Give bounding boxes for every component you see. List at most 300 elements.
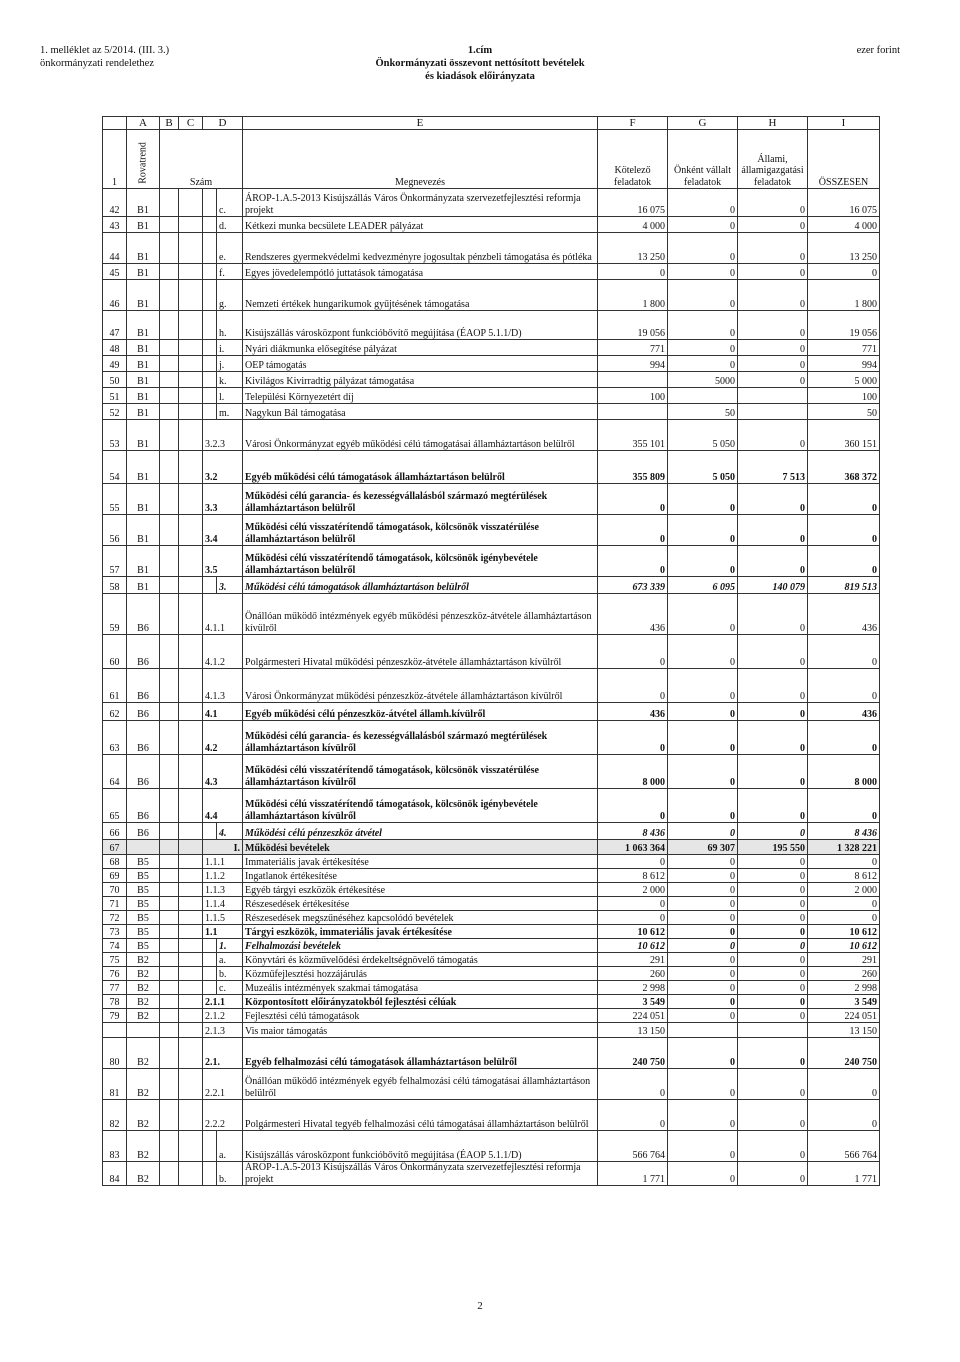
spacer-d1 [203,823,217,840]
onkent-value: 0 [668,939,738,953]
table-row [103,404,880,420]
spacer-d1 [203,311,217,340]
row-number: 52 [103,404,127,420]
kotelezo-value [598,372,668,388]
onkent-value [668,1023,738,1038]
spacer-c [179,1023,203,1038]
rovat-code: B6 [127,635,160,669]
osszesen-value: 1 771 [808,1162,880,1186]
header-szam: Szám [160,130,243,189]
item-index: 3. [217,577,243,594]
table-row [103,388,880,404]
item-name: Polgármesteri Hivatal tegyéb felhalmozási célú támogatásai államháztartáson belülről [243,1100,598,1131]
spacer-d1 [203,981,217,995]
spacer-c [179,911,203,925]
kotelezo-value: 0 [598,635,668,669]
table-row [103,953,880,967]
row-number: 62 [103,703,127,721]
item-name: Felhalmozási bevételek [243,939,598,953]
osszesen-value: 436 [808,703,880,721]
spacer-c [179,420,203,451]
onkent-value: 0 [668,721,738,755]
onkent-value: 0 [668,981,738,995]
spacer-c [179,515,203,546]
item-name: Működési célú garancia- és kezességvállalásból származó megtérülések államháztartáson belülről [243,484,598,515]
item-index: 2.2.2 [203,1100,243,1131]
rovat-code: B6 [127,703,160,721]
allami-value: 0 [738,340,808,356]
osszesen-value: 240 750 [808,1038,880,1069]
row-number: 66 [103,823,127,840]
rovat-code: B6 [127,594,160,635]
spacer-c [179,577,203,594]
allami-value: 0 [738,669,808,703]
item-name: Ingatlanok értékesítése [243,869,598,883]
spacer-b [160,953,179,967]
kotelezo-value: 0 [598,515,668,546]
rovat-code: B2 [127,1009,160,1023]
allami-value: 0 [738,703,808,721]
osszesen-value: 50 [808,404,880,420]
osszesen-value: 3 549 [808,995,880,1009]
letter-f: F [598,117,668,130]
osszesen-value: 566 764 [808,1131,880,1162]
spacer-c [179,981,203,995]
spacer-b [160,233,179,264]
spacer-c [179,1009,203,1023]
rovat-code: B6 [127,721,160,755]
osszesen-value: 13 150 [808,1023,880,1038]
onkent-value: 5 050 [668,451,738,484]
kotelezo-value: 10 612 [598,925,668,939]
onkent-value: 0 [668,515,738,546]
item-name: Egyéb működési célú pénzeszköz-átvétel államh.kívülről [243,703,598,721]
table-row [103,451,880,484]
item-name: Muzeális intézmények szakmai támogatása [243,981,598,995]
item-index: 1.1.1 [203,855,243,869]
table-row [103,311,880,340]
letter-b: B [160,117,179,130]
allami-value: 0 [738,855,808,869]
kotelezo-value: 8 436 [598,823,668,840]
spacer-b [160,311,179,340]
osszesen-value: 0 [808,1100,880,1131]
kotelezo-value: 2 000 [598,883,668,897]
spacer-d1 [203,388,217,404]
onkent-value: 0 [668,635,738,669]
table-row [103,1023,880,1038]
table-row [103,789,880,823]
spacer-b [160,577,179,594]
item-name: Működési célú garancia- és kezességvállalásból származó megtérülések államháztartáson kívülről [243,721,598,755]
allami-value: 0 [738,883,808,897]
header-megnevezes: Megnevezés [243,130,598,189]
item-index: 3.4 [203,515,243,546]
onkent-value: 0 [668,1069,738,1100]
spacer-b [160,789,179,823]
row-number: 53 [103,420,127,451]
row-number: 42 [103,189,127,217]
table-row [103,1069,880,1100]
spacer-c [179,840,203,855]
item-index: 1.1 [203,925,243,939]
row-number: 83 [103,1131,127,1162]
allami-value: 0 [738,939,808,953]
allami-value [738,1023,808,1038]
row-number: 73 [103,925,127,939]
item-name: Kétkezi munka becsülete LEADER pályázat [243,217,598,233]
spacer-c [179,189,203,217]
row-number: 64 [103,755,127,789]
rovat-code: B2 [127,981,160,995]
table-row [103,356,880,372]
osszesen-value: 0 [808,669,880,703]
spacer-b [160,1009,179,1023]
spacer-b [160,1023,179,1038]
item-name: ÁROP-1.A.5-2013 Kisújszállás Város Önkormányzata szervezetfejlesztési reformja projekt [243,189,598,217]
item-name: Kisújszállás városközpont funkcióbővítő megújítása (ÉAOP 5.1.1/D) [243,311,598,340]
table-row [103,703,880,721]
spacer-c [179,264,203,280]
item-name: Városi Önkormányzat egyéb működési célú támogatásai államháztartáson belülről [243,420,598,451]
rovat-code: B2 [127,1162,160,1186]
decree-type: önkormányzati rendelethez [40,58,154,69]
item-index: 3.5 [203,546,243,577]
item-name: Kisújszállás városközpont funkcióbővítő megújítása (ÉAOP 5.1.1/D) [243,1131,598,1162]
header-row-number: 1 [103,130,127,189]
row-number: 82 [103,1100,127,1131]
item-index: a. [217,953,243,967]
item-index: 3.3 [203,484,243,515]
table-row [103,755,880,789]
rovat-code: B1 [127,356,160,372]
item-index: j. [217,356,243,372]
osszesen-value: 994 [808,356,880,372]
item-name: Részesedések megszűnéséhez kapcsolódó bevételek [243,911,598,925]
rovat-code: B1 [127,420,160,451]
onkent-value: 0 [668,356,738,372]
allami-value: 0 [738,1069,808,1100]
item-index: b. [217,967,243,981]
onkent-value: 0 [668,340,738,356]
table-row [103,189,880,217]
spacer-d1 [203,404,217,420]
item-index: k. [217,372,243,388]
row-number: 48 [103,340,127,356]
kotelezo-value: 0 [598,789,668,823]
onkent-value: 0 [668,967,738,981]
spacer-b [160,189,179,217]
item-index: 1.1.2 [203,869,243,883]
spacer-d1 [203,1162,217,1186]
item-index: 2.1. [203,1038,243,1069]
item-index: 3.2 [203,451,243,484]
spacer-c [179,388,203,404]
spacer-b [160,1038,179,1069]
item-name: Vis maior támogatás [243,1023,598,1038]
spacer-b [160,721,179,755]
osszesen-value: 0 [808,911,880,925]
row-number: 50 [103,372,127,388]
item-index: 4.1.2 [203,635,243,669]
allami-value: 0 [738,189,808,217]
rovat-code: B5 [127,925,160,939]
allami-value: 0 [738,953,808,967]
row-number: 76 [103,967,127,981]
rovat-code: B1 [127,264,160,280]
row-number: 44 [103,233,127,264]
rovat-code: B1 [127,577,160,594]
item-name: Közműfejlesztési hozzájárulás [243,967,598,981]
rovat-code: B1 [127,340,160,356]
osszesen-value: 0 [808,264,880,280]
table-row [103,1162,880,1186]
kotelezo-value: 2 998 [598,981,668,995]
spacer-c [179,311,203,340]
row-number: 56 [103,515,127,546]
item-index: b. [217,1162,243,1186]
header-left [40,44,169,70]
kotelezo-value: 4 000 [598,217,668,233]
osszesen-value: 0 [808,635,880,669]
spacer-b [160,840,179,855]
allami-value: 0 [738,1131,808,1162]
spacer-b [160,356,179,372]
spacer-c [179,372,203,388]
table-row [103,635,880,669]
spacer-b [160,995,179,1009]
spacer-d1 [203,189,217,217]
spacer-b [160,925,179,939]
spacer-b [160,1100,179,1131]
spacer-c [179,883,203,897]
rovat-code: B1 [127,217,160,233]
table-row [103,546,880,577]
allami-value: 0 [738,869,808,883]
onkent-value: 5 050 [668,420,738,451]
title-cim: 1.cím [467,45,493,56]
header-osszesen: ÖSSZESEN [808,130,880,189]
kotelezo-value: 0 [598,897,668,911]
spacer-c [179,669,203,703]
spacer-b [160,594,179,635]
osszesen-value: 260 [808,967,880,981]
spacer-c [179,1038,203,1069]
row-number: 71 [103,897,127,911]
onkent-value: 0 [668,883,738,897]
table-row [103,981,880,995]
osszesen-value: 100 [808,388,880,404]
osszesen-value: 224 051 [808,1009,880,1023]
spacer-c [179,953,203,967]
table-row [103,995,880,1009]
allami-value: 0 [738,967,808,981]
item-name: ÁROP-1.A.5-2013 Kisújszállás Város Önkormányzata szervezetfejlesztési reformja projekt [243,1162,598,1186]
item-index: I. [203,840,243,855]
osszesen-value: 1 328 221 [808,840,880,855]
kotelezo-value: 0 [598,911,668,925]
spacer-d1 [203,372,217,388]
onkent-value: 50 [668,404,738,420]
kotelezo-value: 673 339 [598,577,668,594]
osszesen-value: 8 000 [808,755,880,789]
item-name: Rendszeres gyermekvédelmi kedvezményre jogosultak pénzbeli támogatása és pótléka [243,233,598,264]
spacer-c [179,1069,203,1100]
rovat-code: B2 [127,1131,160,1162]
spacer-b [160,883,179,897]
spacer-b [160,981,179,995]
spacer-c [179,594,203,635]
allami-value: 0 [738,823,808,840]
kotelezo-value: 1 063 364 [598,840,668,855]
spacer-c [179,995,203,1009]
spacer-d1 [203,967,217,981]
onkent-value: 0 [668,703,738,721]
row-number: 43 [103,217,127,233]
item-name: Települési Környezetért díj [243,388,598,404]
table-row [103,340,880,356]
rovat-code: B1 [127,451,160,484]
osszesen-value: 291 [808,953,880,967]
kotelezo-value: 19 056 [598,311,668,340]
item-index: d. [217,217,243,233]
row-number: 72 [103,911,127,925]
item-name: Kivilágos Kivirradtig pályázat támogatása [243,372,598,388]
osszesen-value: 8 436 [808,823,880,840]
row-number: 58 [103,577,127,594]
kotelezo-value: 0 [598,546,668,577]
osszesen-value: 0 [808,484,880,515]
spacer-c [179,755,203,789]
column-letters-row [103,117,880,130]
kotelezo-value: 0 [598,264,668,280]
table-row [103,925,880,939]
spacer-d1 [203,577,217,594]
allami-value: 0 [738,721,808,755]
kotelezo-value: 436 [598,703,668,721]
row-number: 79 [103,1009,127,1023]
spacer-b [160,635,179,669]
table-row [103,823,880,840]
row-number: 49 [103,356,127,372]
spacer-b [160,1162,179,1186]
item-name: Fejlesztési célú támogatások [243,1009,598,1023]
item-name: Egyéb felhalmozási célú támogatások államháztartáson belülről [243,1038,598,1069]
onkent-value: 0 [668,925,738,939]
osszesen-value: 0 [808,721,880,755]
table-row [103,577,880,594]
osszesen-value: 436 [808,594,880,635]
spacer-b [160,388,179,404]
spacer-b [160,372,179,388]
allami-value: 0 [738,372,808,388]
allami-value: 0 [738,280,808,311]
onkent-value: 0 [668,1162,738,1186]
kotelezo-value: 16 075 [598,189,668,217]
allami-value: 195 550 [738,840,808,855]
item-index: 1.1.3 [203,883,243,897]
row-number: 77 [103,981,127,995]
allami-value [738,404,808,420]
kotelezo-value [598,404,668,420]
kotelezo-value: 3 549 [598,995,668,1009]
header-kotelezo: Kötelező feladatok [598,130,668,189]
letter-c: C [179,117,203,130]
row-number: 55 [103,484,127,515]
kotelezo-value: 0 [598,721,668,755]
osszesen-value: 0 [808,1069,880,1100]
item-name: Működési célú visszatérítendő támogatások, kölcsönök igénybevétele államháztartáson belülről [243,546,598,577]
item-name: Városi Önkormányzat működési pénzeszköz-átvétele államháztartáson kívülről [243,669,598,703]
item-index: m. [217,404,243,420]
osszesen-value: 4 000 [808,217,880,233]
spacer-c [179,1162,203,1186]
rovat-code: B5 [127,897,160,911]
row-number: 61 [103,669,127,703]
item-name: Részesedések értékesítése [243,897,598,911]
osszesen-value: 819 513 [808,577,880,594]
osszesen-value: 0 [808,546,880,577]
item-index: c. [217,189,243,217]
osszesen-value: 2 998 [808,981,880,995]
decree-reference: 1. melléklet az 5/2014. (III. 3.) [40,45,170,56]
onkent-value: 0 [668,1038,738,1069]
row-number: 57 [103,546,127,577]
item-index: 2.2.1 [203,1069,243,1100]
item-index: 4. [217,823,243,840]
page-number: 2 [477,1300,483,1312]
osszesen-value: 771 [808,340,880,356]
allami-value: 0 [738,1100,808,1131]
kotelezo-value: 355 809 [598,451,668,484]
table-row [103,515,880,546]
kotelezo-value: 240 750 [598,1038,668,1069]
item-name: Polgármesteri Hivatal működési pénzeszköz-átvétele államháztartáson kívülről [243,635,598,669]
header-rovatrend [127,130,160,189]
rovat-code: B2 [127,1100,160,1131]
onkent-value: 0 [668,755,738,789]
spacer-d1 [203,233,217,264]
kotelezo-value: 8 000 [598,755,668,789]
onkent-value: 0 [668,264,738,280]
spacer-d1 [203,953,217,967]
rovatrend-label: Rovatrend [137,141,149,184]
onkent-value: 0 [668,855,738,869]
letter-a: A [127,117,160,130]
rovat-code: B1 [127,484,160,515]
item-index: g. [217,280,243,311]
spacer-b [160,420,179,451]
table-row [103,840,880,855]
onkent-value: 0 [668,217,738,233]
rovat-code: B1 [127,311,160,340]
osszesen-value: 0 [808,515,880,546]
spacer-b [160,669,179,703]
letter-i: I [808,117,880,130]
spacer-c [179,356,203,372]
rovat-code: B6 [127,755,160,789]
table-row [103,911,880,925]
rovat-code: B1 [127,388,160,404]
rovat-code: B1 [127,280,160,311]
allami-value: 7 513 [738,451,808,484]
item-name: Egyéb működési célú támogatások államháztartáson belülről [243,451,598,484]
table-row [103,233,880,264]
item-name: Működési célú pénzeszköz átvétel [243,823,598,840]
item-name: Egyéb tárgyi eszközök értékesítése [243,883,598,897]
table-row [103,897,880,911]
rovat-code: B5 [127,855,160,869]
